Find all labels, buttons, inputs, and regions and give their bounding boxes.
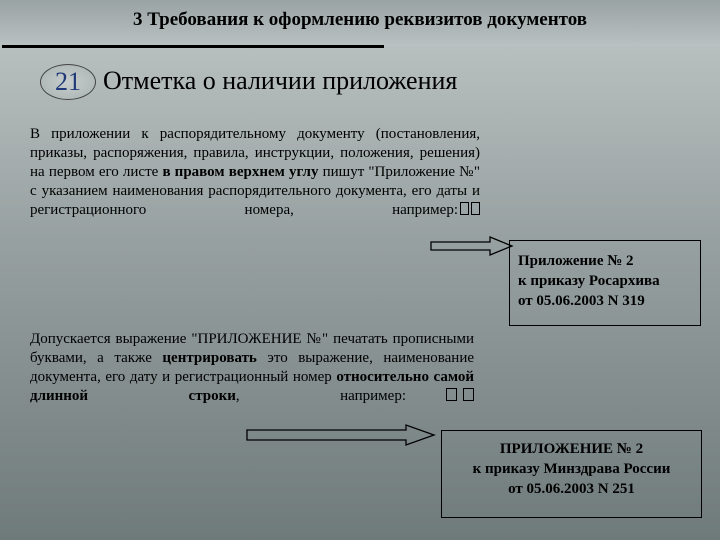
paragraph-bold-text: центрировать	[162, 350, 257, 366]
placeholder-glyph-icon	[463, 388, 474, 401]
header-divider	[2, 45, 384, 48]
placeholder-glyph-icon	[446, 388, 457, 401]
example-line: к приказу Минздрава России	[472, 461, 671, 477]
paragraph-text: В приложении к распорядительному документу (постановления, приказы, распоряжения, правила, инструкции, положения, решения) на первом его листе	[30, 126, 480, 180]
paragraph-appendix-mark	[30, 125, 480, 220]
example-appendix-mark-centered	[441, 430, 702, 518]
slide-title: Отметка о наличии приложения	[103, 66, 458, 95]
paragraph-text: Допускается выражение "ПРИЛОЖЕНИЕ №" печатать прописными буквами, а также	[30, 331, 474, 366]
example-line: к приказу Росархива	[518, 273, 660, 289]
page-title: 3 Требования к оформлению реквизитов документов	[132, 9, 588, 30]
paragraph-text: , например:	[235, 388, 406, 404]
paragraph-uppercase-variant	[30, 330, 474, 406]
example-appendix-mark	[509, 240, 701, 326]
example-line: от 05.06.2003 N 319	[518, 293, 645, 309]
arrow-right-icon	[246, 424, 436, 446]
slide-number-badge: 21	[40, 64, 96, 100]
arrow-right-icon	[430, 236, 514, 256]
placeholder-glyph-icon	[471, 202, 480, 215]
placeholder-glyph-icon	[460, 202, 469, 215]
example-line: ПРИЛОЖЕНИЕ № 2	[499, 441, 644, 457]
paragraph-bold-text: в правом верхнем углу	[162, 164, 319, 180]
example-line: Приложение № 2	[518, 253, 634, 269]
example-line: от 05.06.2003 N 251	[508, 481, 635, 497]
paragraph-text: это выражение, наименование документа, его дату и регистрационный номер	[30, 350, 474, 385]
paragraph-bold-text: относительно самой длинной строки	[30, 369, 474, 404]
paragraph-text: пишут "Приложение №" с указанием наименования распорядительного документа, его даты и регистрационного номера, например:	[30, 164, 480, 218]
